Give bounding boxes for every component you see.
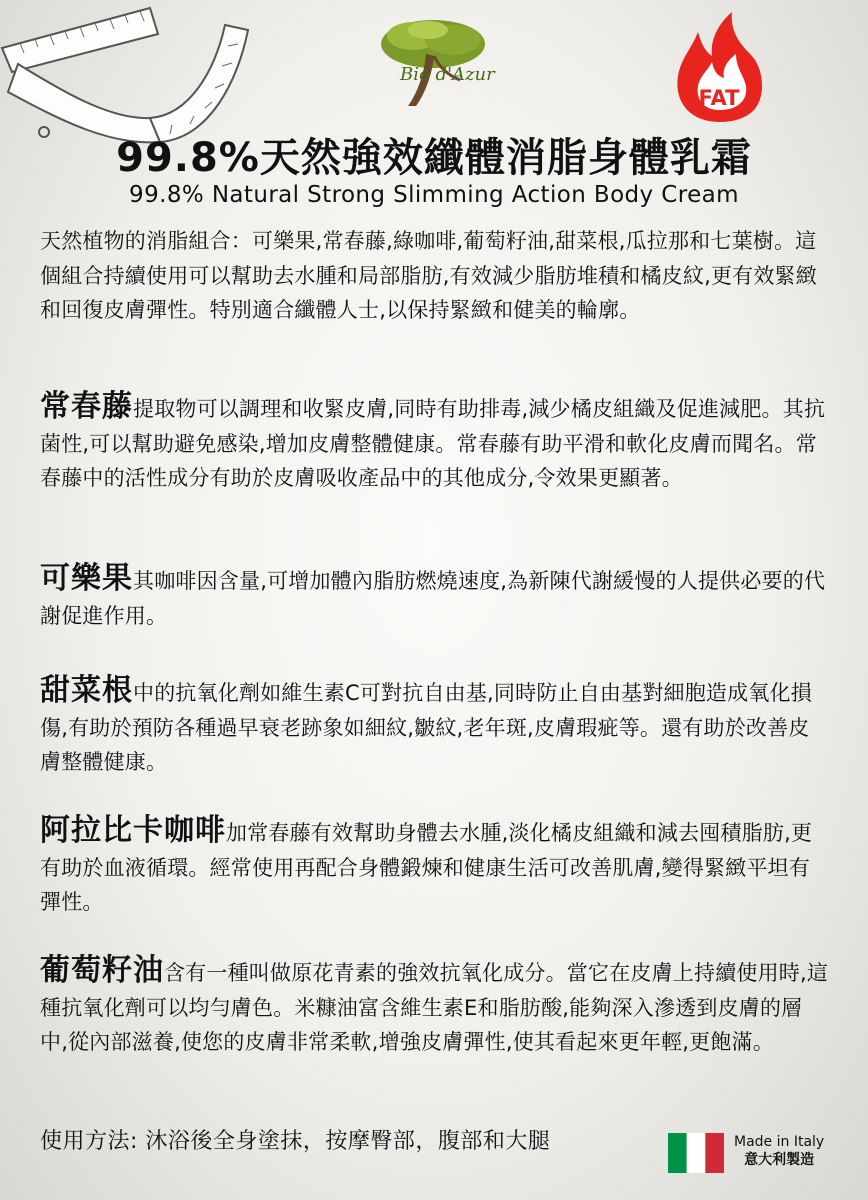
intro-paragraph: 天然植物的消脂組合：可樂果,常春藤,綠咖啡,葡萄籽油,甜菜根,瓜拉那和七葉樹。這個組合持續使用可以幫助去水腫和局部脂肪,有效減少脂肪堆積和橘皮紋,更有效緊緻和回復皮膚彈性。特別適合纖體人士,以保持緊緻和健美的輪廓。	[40, 229, 817, 322]
page-subtitle: 99.8% Natural Strong Slimming Action Body Cream	[129, 182, 739, 208]
section-beetroot	[40, 674, 830, 780]
section-text: 加常春藤有效幫助身體去水腫,淡化橘皮組織和減去囤積脂肪,更有助於血液循環。經常使用再配合身體鍛煉和健康生活可改善肌膚,變得緊緻平坦有彈性。	[40, 821, 813, 914]
section-text: 含有一種叫做原花青素的強效抗氧化成分。當它在皮膚上持續使用時,這種抗氧化劑可以均勻膚色。米糠油富含維生素E和脂肪酸,能夠深入滲透到皮膚的層中,從內部滋養,使您的皮膚非常柔軟,增強皮膚彈性,使其看起來更年輕,更飽滿。	[40, 961, 829, 1054]
section-heading: 甜菜根	[40, 673, 133, 708]
usage-instructions: 使用方法: 沐浴後全身塗抹，按摩臀部，腹部和大腿	[40, 1129, 551, 1154]
made-in-italy-label	[734, 1133, 824, 1169]
section-text: 其咖啡因含量,可增加體內脂肪燃燒速度,為新陳代謝緩慢的人提供必要的代謝促進作用。	[40, 569, 826, 628]
made-in-zh: 意大利製造	[744, 1152, 815, 1168]
italy-flag-icon	[668, 1133, 724, 1173]
section-text: 提取物可以調理和收緊皮膚,同時有助排毒,減少橘皮組織及促進減肥。其抗菌性,可以幫助避免感染,增加皮膚整體健康。常春藤有助平滑和軟化皮膚而聞名。常春藤中的活性成分有助於皮膚吸收產品中的其他成分,令效果更顯著。	[40, 397, 826, 490]
section-heading: 可樂果	[40, 561, 133, 596]
section-heading: 阿拉比卡咖啡	[40, 813, 226, 848]
section-grapeseed-oil	[40, 954, 830, 1060]
section-arabica-coffee	[40, 814, 830, 920]
section-heading: 葡萄籽油	[40, 953, 164, 988]
section-text: 中的抗氧化劑如維生素C可對抗自由基,同時防止自由基對細胞造成氧化損傷,有助於預防各種過早衰老跡象如細紋,皺紋,老年斑,皮膚瑕疵等。還有助於改善皮膚整體健康。	[40, 681, 812, 774]
fat-flame-icon	[670, 10, 770, 130]
section-kola-nut	[40, 562, 830, 633]
fat-badge-label: FAT	[698, 86, 740, 110]
made-in-en: Made in Italy	[734, 1134, 825, 1150]
section-heading: 常春藤	[40, 389, 133, 424]
page-title: 99.8%天然強效纖體消脂身體乳霜	[116, 135, 752, 181]
logo-text: Bio d'Azur	[400, 64, 495, 85]
section-ivy	[40, 390, 830, 496]
